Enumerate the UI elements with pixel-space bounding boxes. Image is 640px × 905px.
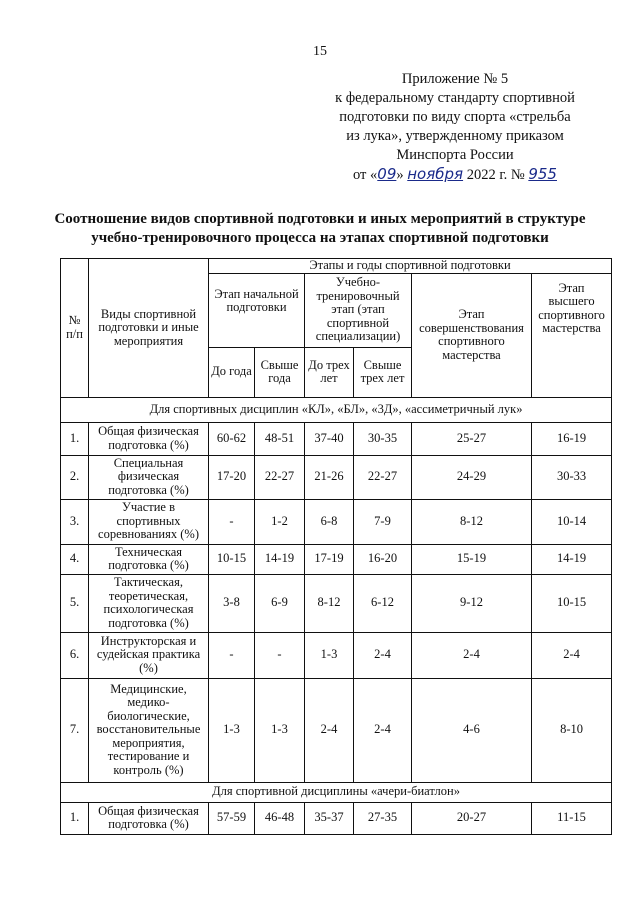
cell-value: 25-27 <box>412 422 532 455</box>
cell-value: 14-19 <box>255 544 305 574</box>
row-activity: Инструкторская и судейская практика (%) <box>89 632 209 678</box>
cell-value: 11-15 <box>532 802 612 834</box>
appendix-header <box>300 70 610 185</box>
row-activity: Техническая подготовка (%) <box>89 544 209 574</box>
cell-value: 4-6 <box>412 678 532 782</box>
date-year: 2022 г. № <box>463 167 529 183</box>
cell-value: 8-12 <box>412 499 532 544</box>
appendix-line: из лука», утвержденному приказом <box>346 128 564 144</box>
cell-value: 2-4 <box>532 632 612 678</box>
cell-value: 1-3 <box>255 678 305 782</box>
cell-value: 9-12 <box>412 574 532 632</box>
header-stages-years: Этапы и годы спортивной подготовки <box>209 259 612 274</box>
cell-value: 20-27 <box>412 802 532 834</box>
table-row <box>61 802 612 834</box>
table-row <box>61 678 612 782</box>
row-activity: Общая физическая подготовка (%) <box>89 802 209 834</box>
document-title <box>0 210 640 248</box>
header-over-year: Свыше года <box>255 347 305 397</box>
cell-value: 7-9 <box>354 499 412 544</box>
title-line: Соотношение видов спортивной подготовки и иных мероприятий в структуре <box>54 211 586 227</box>
row-number: 1. <box>61 802 89 834</box>
order-date-line <box>300 165 610 185</box>
cell-value: 15-19 <box>412 544 532 574</box>
training-ratio-table <box>60 258 612 835</box>
row-activity: Тактическая, теоретическая, психологическая подготовка (%) <box>89 574 209 632</box>
row-number: 6. <box>61 632 89 678</box>
header-stage-improvement: Этап совершенствования спортивного мастерства <box>412 273 532 397</box>
handwritten-month: ноября <box>407 165 464 183</box>
table-row <box>61 574 612 632</box>
handwritten-order-number: 955 <box>528 165 557 183</box>
cell-value: 10-15 <box>209 544 255 574</box>
cell-value: 2-4 <box>305 678 354 782</box>
row-activity: Общая физическая подготовка (%) <box>89 422 209 455</box>
row-number: 4. <box>61 544 89 574</box>
cell-value: 30-33 <box>532 455 612 499</box>
appendix-line: к федеральному стандарту спортивной <box>335 90 575 106</box>
cell-value: 6-9 <box>255 574 305 632</box>
cell-value: 6-12 <box>354 574 412 632</box>
cell-value: 2-4 <box>354 678 412 782</box>
cell-value: 22-27 <box>354 455 412 499</box>
cell-value: 57-59 <box>209 802 255 834</box>
row-number: 5. <box>61 574 89 632</box>
cell-value: 10-15 <box>532 574 612 632</box>
row-activity: Медицинские, медико-биологические, восстановительные мероприятия, тестирование и контроль (%) <box>89 678 209 782</box>
cell-value: 17-20 <box>209 455 255 499</box>
header-kinds: Виды спортивной подготовки и иные мероприятия <box>89 259 209 398</box>
table-row <box>61 422 612 455</box>
header-stage-training: Учебно-тренировочный этап (этап спортивной специализации) <box>305 273 412 347</box>
date-prefix: от « <box>353 167 378 183</box>
section-header-1: Для спортивных дисциплин «КЛ», «БЛ», «3Д», «ассиметричный лук» <box>61 397 612 422</box>
cell-value: 1-3 <box>305 632 354 678</box>
cell-value: 10-14 <box>532 499 612 544</box>
header-stage-highest: Этап высшего спортивного мастерства <box>532 273 612 397</box>
cell-value: 21-26 <box>305 455 354 499</box>
header-stage-initial: Этап начальной подготовки <box>209 273 305 347</box>
header-num: № п/п <box>61 259 89 398</box>
cell-value: 27-35 <box>354 802 412 834</box>
cell-value: 16-19 <box>532 422 612 455</box>
date-mid: » <box>396 167 408 183</box>
row-number: 7. <box>61 678 89 782</box>
cell-value: 35-37 <box>305 802 354 834</box>
cell-value: 8-12 <box>305 574 354 632</box>
header-up-to-year: До года <box>209 347 255 397</box>
cell-value: 14-19 <box>532 544 612 574</box>
cell-value: 46-48 <box>255 802 305 834</box>
cell-value: 1-2 <box>255 499 305 544</box>
appendix-line: Приложение № 5 <box>401 71 509 87</box>
header-up-to-three: До трех лет <box>305 347 354 397</box>
cell-value: 17-19 <box>305 544 354 574</box>
row-number: 1. <box>61 422 89 455</box>
row-number: 2. <box>61 455 89 499</box>
cell-value: 48-51 <box>255 422 305 455</box>
cell-value: 37-40 <box>305 422 354 455</box>
table-row <box>61 544 612 574</box>
header-over-three: Свыше трех лет <box>354 347 412 397</box>
row-activity: Специальная физическая подготовка (%) <box>89 455 209 499</box>
cell-value: 6-8 <box>305 499 354 544</box>
appendix-line: Минспорта России <box>396 147 514 163</box>
cell-value: 24-29 <box>412 455 532 499</box>
appendix-line: подготовки по виду спорта «стрельба <box>339 109 571 125</box>
cell-value: 1-3 <box>209 678 255 782</box>
cell-value: - <box>209 632 255 678</box>
table-row <box>61 455 612 499</box>
page-number: 15 <box>313 44 327 59</box>
cell-value: 30-35 <box>354 422 412 455</box>
handwritten-day: 09 <box>377 165 397 183</box>
row-number: 3. <box>61 499 89 544</box>
cell-value: 8-10 <box>532 678 612 782</box>
table-row <box>61 632 612 678</box>
cell-value: 16-20 <box>354 544 412 574</box>
cell-value: - <box>209 499 255 544</box>
cell-value: 2-4 <box>412 632 532 678</box>
row-activity: Участие в спортивных соревнованиях (%) <box>89 499 209 544</box>
table-row <box>61 499 612 544</box>
cell-value: 60-62 <box>209 422 255 455</box>
title-line: учебно-тренировочного процесса на этапах спортивной подготовки <box>91 230 549 246</box>
cell-value: 22-27 <box>255 455 305 499</box>
cell-value: 2-4 <box>354 632 412 678</box>
cell-value: - <box>255 632 305 678</box>
cell-value: 3-8 <box>209 574 255 632</box>
section-header-2: Для спортивной дисциплины «ачери-биатлон» <box>61 782 612 802</box>
